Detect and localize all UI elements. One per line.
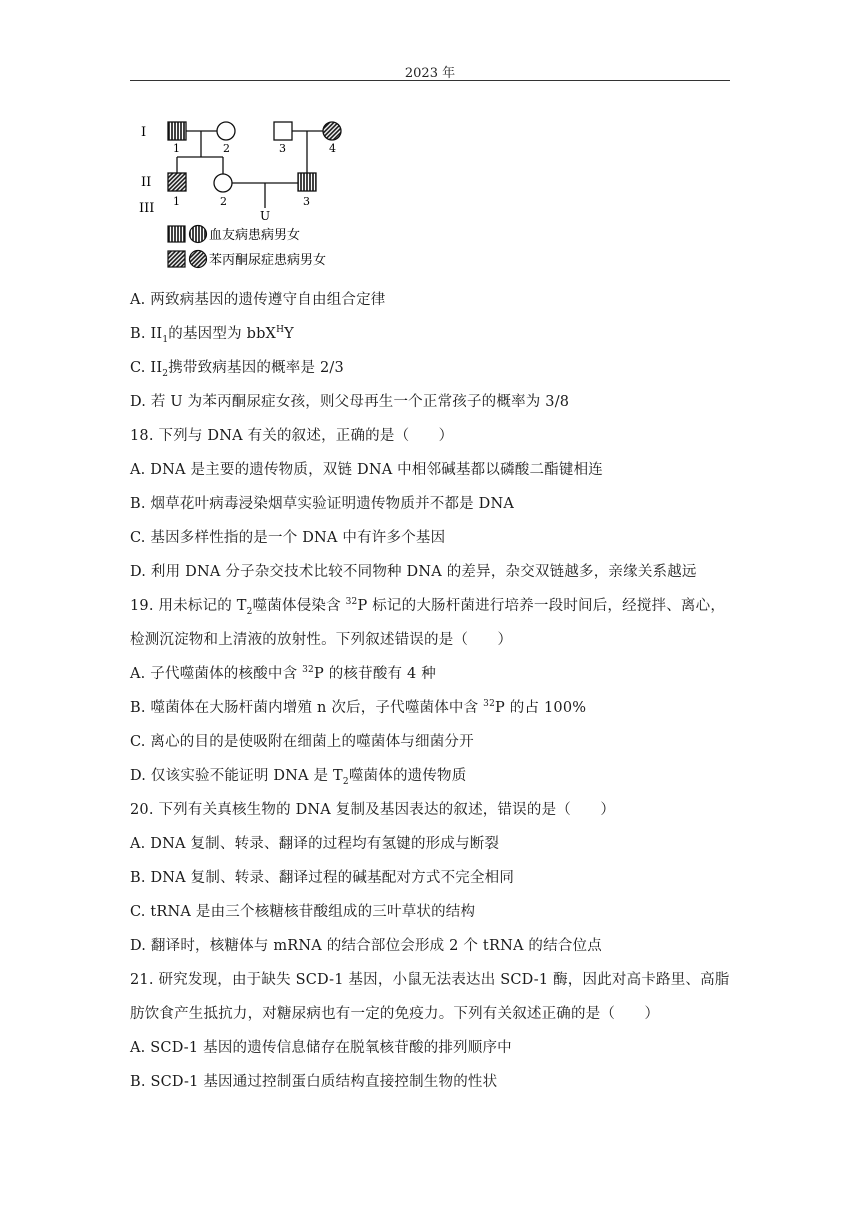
q17-option-b: B. $II_1$的基因型为 bbX$^H$Y <box>130 325 294 345</box>
q18-option-d: D. 利用 DNA 分子杂交技术比较不同物种 DNA 的差异，杂交双链越多，亲缘关系越远 <box>130 564 697 580</box>
gen2-num-2: 2 <box>220 195 227 208</box>
gen1-male-1-hemophilia <box>168 122 186 140</box>
q21-stem-line2: 肪饮食产生抵抗力，对糖尿病也有一定的免疫力。下列有关叙述正确的是（ ） <box>130 1006 660 1022</box>
q21-option-a: A. SCD-1 基因的遗传信息储存在脱氧核苷酸的排列顺序中 <box>130 1040 512 1056</box>
gen2-male-1-pku <box>168 173 186 191</box>
q18-stem: 18. 下列与 DNA 有关的叙述，正确的是（ ） <box>130 428 454 444</box>
q18-option-a: A. DNA 是主要的遗传物质，双链 DNA 中相邻碱基都以磷酸二酯键相连 <box>130 462 603 478</box>
gen1-num-3: 3 <box>279 142 286 155</box>
q19-stem-line2: 检测沉淀物和上清液的放射性。下列叙述错误的是（ ） <box>130 632 513 648</box>
q17-option-c: C. $II_2$携带致病基因的概率是 2/3 <box>130 360 344 379</box>
q19-option-a: A. 子代噬菌体的核酸中含 $^{32}$P 的核苷酸有 4 种 <box>130 665 436 682</box>
q21-option-b: B. SCD-1 基因通过控制蛋白质结构直接控制生物的性状 <box>130 1074 498 1090</box>
q17-option-a: A. 两致病基因的遗传遵守自由组合定律 <box>130 292 386 308</box>
gen2-num-1: 1 <box>173 195 180 208</box>
gen1-num-2: 2 <box>223 142 230 155</box>
gen1-num-4: 4 <box>329 142 336 155</box>
legend-hemophilia-female <box>190 226 207 243</box>
q20-option-c: C. tRNA 是由三个核糖核苷酸组成的三叶草状的结构 <box>130 904 476 920</box>
pedigree-diagram <box>135 112 365 277</box>
legend-pku-female <box>190 251 207 268</box>
legend-pku-male <box>168 251 185 267</box>
gen1-male-3 <box>274 122 292 140</box>
gen2-female-2 <box>214 174 232 192</box>
q21-stem-line1: 21. 研究发现，由于缺失 SCD-1 基因，小鼠无法表达出 SCD-1 酶，因此对高卡路里、高脂 <box>130 972 730 988</box>
q19-stem-line1: 19. 用未标记的 $T_2$噬菌体侵染含 $^{32}$P 标记的大肠杆菌进行培养一段时间后，经搅拌、离心， <box>130 597 726 617</box>
q17-option-d: D. 若 U 为苯丙酮尿症女孩，则父母再生一个正常孩子的概率为 3/8 <box>130 394 570 410</box>
q18-option-c: C. 基因多样性指的是一个 DNA 中有许多个基因 <box>130 530 446 546</box>
q19-option-c: C. 离心的目的是使吸附在细菌上的噬菌体与细菌分开 <box>130 734 474 750</box>
gen1-female-2 <box>217 122 235 140</box>
gen1-num-1: 1 <box>173 142 180 155</box>
gen2-num-3: 3 <box>303 195 310 208</box>
legend-hemophilia-text: 血友病患病男女 <box>209 228 301 243</box>
gen1-female-4-pku <box>323 122 341 140</box>
q20-stem: 20. 下列有关真核生物的 DNA 复制及基因表达的叙述，错误的是（ ） <box>130 802 616 818</box>
q18-option-b: B. 烟草花叶病毒浸染烟草实验证明遗传物质并不都是 DNA <box>130 496 515 512</box>
legend-pku-text: 苯丙酮尿症患病男女 <box>209 253 327 268</box>
q20-option-a: A. DNA 复制、转录、翻译的过程均有氢键的形成与断裂 <box>130 836 500 852</box>
q19-option-b: B. 噬菌体在大肠杆菌内增殖 n 次后，子代噬菌体中含 $^{32}$P 的占 100% <box>130 699 587 716</box>
gen-label-1: I <box>141 125 147 140</box>
offspring-u-label: U <box>260 209 271 223</box>
gen-label-2: II <box>141 175 152 190</box>
header-rule <box>130 80 730 81</box>
page-header: 2023 年 <box>404 66 456 81</box>
q19-option-d: D. 仅该实验不能证明 DNA 是 $T_2$噬菌体的遗传物质 <box>130 768 467 787</box>
q20-option-d: D. 翻译时，核糖体与 mRNA 的结合部位会形成 2 个 tRNA 的结合位点 <box>130 938 602 954</box>
gen2-male-3-hemophilia <box>298 173 316 191</box>
gen-label-3: III <box>139 201 155 216</box>
legend-hemophilia-male <box>168 226 185 242</box>
q20-option-b: B. DNA 复制、转录、翻译过程的碱基配对方式不完全相同 <box>130 870 515 886</box>
